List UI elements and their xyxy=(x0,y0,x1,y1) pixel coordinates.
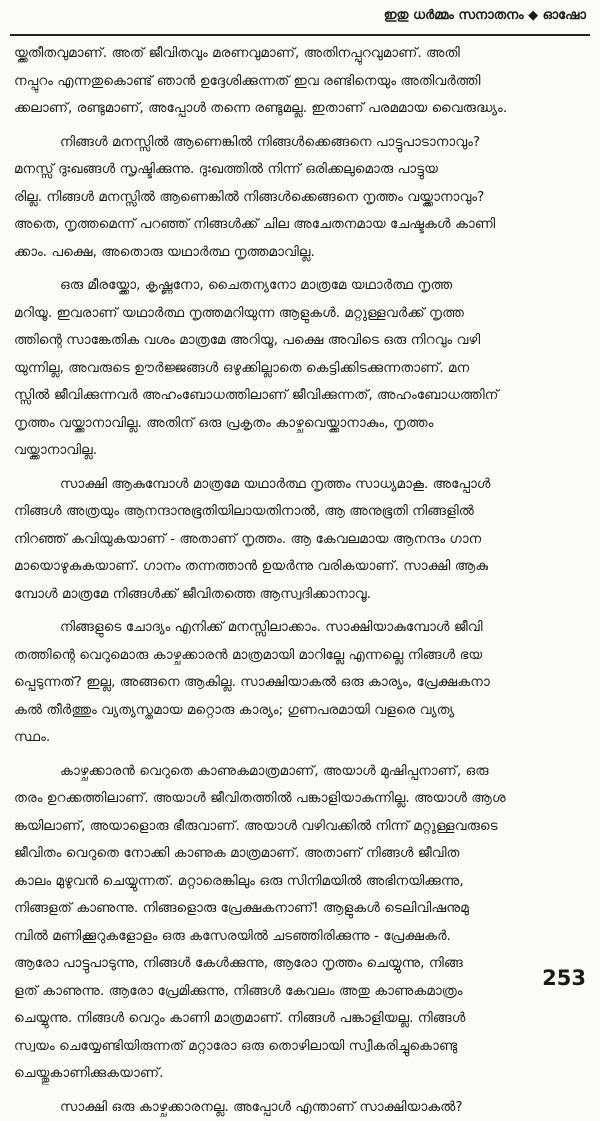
header-rule xyxy=(10,34,590,36)
text-line: മ്പോൾ മാത്രമേ നിങ്ങൾക്ക് ജീവിതത്തെ ആസ്വദിക്കാനാവൂ. xyxy=(14,581,586,609)
text-line: ക്കലാണ്, രണ്ടുമാണ്, അപ്പോൾ തന്നെ രണ്ടുമല്ല. ഇതാണ് പരമമായ വൈരുദ്ധ്യം. xyxy=(14,95,586,123)
text-line: നിറഞ്ഞ് കവിയുകയാണ് - അതാണ് നൃത്തം. ആ കേവലമായ ആനന്ദം ഗാന xyxy=(14,526,586,554)
text-line: വയ്ക്കാനാവില്ല. xyxy=(14,437,586,465)
text-line: ജീവിതം വെറുതെ നോക്കി കാണുക മാത്രമാണ്. അതാണ് നിങ്ങൾ ജീവിത xyxy=(14,840,586,868)
text-line: ഒരു മീരയ്ക്കോ, കൃഷ്ണനോ, ചൈതന്യനോ മാത്രമേ യഥാർത്ഥ നൃത്ത xyxy=(14,272,586,300)
text-line: നിങ്ങൾ മനസ്സിൽ ആണെങ്കിൽ നിങ്ങൾക്കെങ്ങനെ പാട്ടുപാടാനാവും? xyxy=(14,129,586,157)
text-line: മനസ്സ് ദുഃഖങ്ങൾ സൃഷ്ടിക്കുന്നു. ദുഃഖത്തിൽ നിന്ന് ഒരിക്കലുമൊരു പാട്ടുയ xyxy=(14,156,586,184)
text-line: കാലം മുഴുവൻ ചെയ്യുന്നത്. മറ്റാരെങ്കിലും ഒരു സിനിമയിൽ അഭിനയിക്കുന്നു, xyxy=(14,868,586,896)
text-line: സ്സിൽ ജീവിക്കുന്നവർ അഹംബോധത്തിലാണ് ജീവിക്കുന്നത്, അഹംബോധത്തിന് xyxy=(14,382,586,410)
text-line: പ്പെടുന്നത്? ഇല്ല, അങ്ങനെ ആകില്ല. സാക്ഷിയാകൽ ഒരു കാര്യം, പ്രേക്ഷകനാ xyxy=(14,669,586,697)
text-line: ചെയ്തുകാണിക്കുകയാണ്. xyxy=(14,1060,586,1088)
page-number: 253 xyxy=(542,966,586,990)
paragraph xyxy=(14,614,586,752)
text-line: നപ്പുറം എന്നതുകൊണ്ട് ഞാൻ ഉദ്ദേശിക്കുന്നത് ഇവ രണ്ടിനെയും അതിവർത്തി xyxy=(14,68,586,96)
paragraph xyxy=(14,40,586,123)
text-line: ത്തിന്റെ സാങ്കേതിക വശം മാത്രമേ അറിയൂ, പക്ഷെ അവിടെ ഒരു നിറവും വഴി xyxy=(14,327,586,355)
text-line: നിങ്ങളുടെ ചോദ്യം എനിക്ക് മനസ്സിലാക്കാം. സാക്ഷിയാകുമ്പോൾ ജീവി xyxy=(14,614,586,642)
text-line: തത്തിന്റെ വെറുമൊരു കാഴ്ചക്കാരൻ മാത്രമായി മാറില്ലേ എന്നല്ലെ നിങ്ങൾ ഭയ xyxy=(14,642,586,670)
text-line: സ്വയം ചെയ്യേണ്ടിയിരുന്നത് മറ്റാരോ ഒരു തൊഴിലായി സ്വീകരിച്ചുകൊണ്ടു xyxy=(14,1033,586,1061)
text-line: കൽ തീർത്തും വ്യത്യസ്തമായ മറ്റൊരു കാര്യം; ഗുണപരമായി വളരെ വ്യത്യ xyxy=(14,697,586,725)
text-line: മായൊഴുകുകയാണ്. ഗാനം തന്നത്താൻ ഉയർന്നു വരികയാണ്. സാക്ഷി ആകു xyxy=(14,553,586,581)
text-line: അതെ, നൃത്തമെന്ന് പറഞ്ഞ് നിങ്ങൾക്ക് ചില അചേതനമായ ചേഷ്ടകൾ കാണി xyxy=(14,211,586,239)
text-line: ങ്കയിലാണ്, അയാളൊരു ഭീരുവാണ്. അയാൾ വഴിവക്കിൽ നിന്ന് മറ്റുള്ളവരുടെ xyxy=(14,813,586,841)
text-line: സാക്ഷി ആകുമ്പോൾ മാത്രമേ യഥാർത്ഥ നൃത്തം സാധ്യമാകൂ. അപ്പോൾ xyxy=(14,471,586,499)
text-line: യ്ക്കതീതവുമാണ്. അത് ജീവിതവും മരണവുമാണ്, അതിനപ്പുറവുമാണ്. അതി xyxy=(14,40,586,68)
text-line: തരം ഉറക്കത്തിലാണ്. അയാൾ ജീവിതത്തിൽ പങ്കാളിയാകുന്നില്ല. അയാൾ ആശ xyxy=(14,785,586,813)
text-line: ക്കാം. പക്ഷെ, അതൊരു യഥാർത്ഥ നൃത്തമാവില്ല. xyxy=(14,239,586,267)
text-line: ളത് കാണുന്നു. ആരോ പ്രേമിക്കുന്നു, നിങ്ങൾ കേവലം അതു കാണുകമാത്രം xyxy=(14,978,586,1006)
running-header-title: ഇതു ധർമ്മം സനാതനം ◆ ഓഷോ xyxy=(384,8,586,23)
paragraph xyxy=(14,471,586,609)
text-line: രില്ല. നിങ്ങൾ മനസ്സിൽ ആണെങ്കിൽ നിങ്ങൾക്കെങ്ങനെ നൃത്തം വയ്ക്കാനാവും? xyxy=(14,184,586,212)
page-body xyxy=(14,40,586,964)
text-line: സ്ഥം. xyxy=(14,724,586,752)
running-header xyxy=(0,0,600,40)
text-line: മറിയൂ. ഇവരാണ് യഥാർത്ഥ നൃത്തമറിയുന്ന ആളുകൾ. മറ്റുള്ളവർക്ക് നൃത്ത xyxy=(14,300,586,328)
text-line: നിങ്ങളത് കാണുന്നു. നിങ്ങളൊരു പ്രേക്ഷകനാണ്! ആളുകൾ ടെലിവിഷനുമു xyxy=(14,895,586,923)
paragraph xyxy=(14,272,586,465)
text-line: സാക്ഷി ഒരു കാഴ്ചക്കാരനല്ല. അപ്പോൾ എന്താണ് സാക്ഷിയാകൽ? xyxy=(14,1094,586,1121)
paragraph xyxy=(14,758,586,1088)
text-line: മ്പിൽ മണിക്കൂറുകളോളം ഒരു കസേരയിൽ ചടഞ്ഞിരിക്കുന്നു - പ്രേക്ഷകർ. xyxy=(14,923,586,951)
paragraph xyxy=(14,1094,586,1121)
text-line: ആരോ പാട്ടുപാടുന്നു, നിങ്ങൾ കേൾക്കുന്നു, ആരോ നൃത്തം ചെയ്യുന്നു, നിങ്ങ xyxy=(14,950,586,978)
text-line: കാഴ്ചക്കാരൻ വെറുതെ കാണുകമാത്രമാണ്, അയാൾ മുഷിപ്പനാണ്, ഒരു xyxy=(14,758,586,786)
paragraph xyxy=(14,129,586,267)
text-line: നൃത്തം വയ്ക്കാനാവില്ല. അതിന് ഒരു പ്രകൃതം കാഴ്ചവെയ്ക്കാനാകും, നൃത്തം xyxy=(14,410,586,438)
text-line: ചെയ്യുന്നു. നിങ്ങൾ വെറും കാണി മാത്രമാണ്. നിങ്ങൾ പങ്കാളിയല്ല. നിങ്ങൾ xyxy=(14,1005,586,1033)
text-line: യുന്നില്ല, അവരുടെ ഊർജ്ജങ്ങൾ ഒഴുക്കില്ലാതെ കെട്ടിക്കിടക്കുന്നതാണ്. മന xyxy=(14,355,586,383)
text-line: നിങ്ങൾ അത്രയും ആനന്ദാനുഭൂതിയിലായതിനാൽ, ആ അനുഭൂതി നിങ്ങളിൽ xyxy=(14,498,586,526)
